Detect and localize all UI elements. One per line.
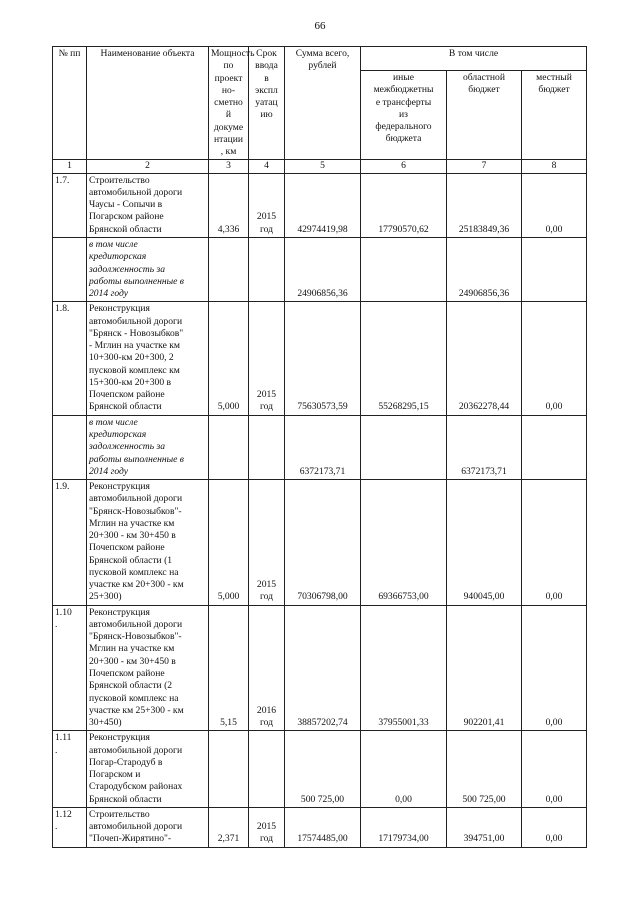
page-number: 66 — [314, 20, 326, 32]
row-power: 2,371 — [209, 807, 249, 847]
row-term — [249, 237, 285, 301]
financing-table — [52, 46, 587, 848]
table-row — [53, 237, 587, 301]
header-including: В том числе — [361, 47, 587, 71]
row-total: 42974419,98 — [285, 173, 361, 237]
row-name: Реконструкция автомобильной дороги Погар-Стародуб в Погарском и Стародубском районах Брянской области — [87, 731, 209, 808]
row-local: 0,00 — [522, 807, 587, 847]
row-total: 6372173,71 — [285, 415, 361, 479]
table-row — [53, 731, 587, 808]
row-term: 2015 год — [249, 173, 285, 237]
row-term: 2016 год — [249, 605, 285, 731]
row-no: 1.7. — [53, 173, 87, 237]
row-regional: 6372173,71 — [447, 415, 522, 479]
row-total: 17574485,00 — [285, 807, 361, 847]
col-number: 7 — [447, 160, 522, 173]
row-federal: 17179734,00 — [361, 807, 447, 847]
table-row — [53, 480, 587, 606]
table-row — [53, 415, 587, 479]
row-federal: 69366753,00 — [361, 480, 447, 606]
col-number: 1 — [53, 160, 87, 173]
row-total: 75630573,59 — [285, 302, 361, 415]
col-number: 8 — [522, 160, 587, 173]
row-federal: 0,00 — [361, 731, 447, 808]
row-local: 0,00 — [522, 173, 587, 237]
table-row — [53, 605, 587, 731]
row-name: Реконструкция автомобильной дороги "Брянск - Новозыбков" - Мглин на участке км 10+300-км 20+300, 2 пусковой комплекс км 15+300-км 20+300 в Почепском районе Брянской области — [87, 302, 209, 415]
row-name: в том числе кредиторская задолженность за работы выполненные в 2014 году — [87, 237, 209, 301]
row-term: 2015 год — [249, 480, 285, 606]
row-name: Строительство автомобильной дороги Чаусы - Сопычи в Погарском районе Брянской области — [87, 173, 209, 237]
row-regional: 394751,00 — [447, 807, 522, 847]
table-row — [53, 302, 587, 415]
table-row — [53, 807, 587, 847]
row-federal: 55268295,15 — [361, 302, 447, 415]
row-term — [249, 731, 285, 808]
row-regional: 24906856,36 — [447, 237, 522, 301]
row-power — [209, 731, 249, 808]
col-number: 3 — [209, 160, 249, 173]
row-total: 24906856,36 — [285, 237, 361, 301]
header-regional: областной бюджет — [447, 71, 522, 160]
row-total: 70306798,00 — [285, 480, 361, 606]
row-no: 1.10 . — [53, 605, 87, 731]
row-name: в том числе кредиторская задолженность за работы выполненные в 2014 году — [87, 415, 209, 479]
row-local — [522, 415, 587, 479]
header-term: Срок ввода в экспл уатац ию — [249, 47, 285, 160]
row-term: 2015 год — [249, 302, 285, 415]
row-local: 0,00 — [522, 302, 587, 415]
row-power: 5,000 — [209, 480, 249, 606]
row-name: Реконструкция автомобильной дороги "Брянск-Новозыбков"- Мглин на участке км 20+300 - км 30+450 в Почепском районе Брянской области (1 пусковой комплекс на участке км 20+300 - км 25+300) — [87, 480, 209, 606]
row-name: Реконструкция автомобильной дороги "Брянск-Новозыбков"- Мглин на участке км 20+300 - км 30+450 в Почепском районе Брянской области (2 пусковой комплекс на участке км 25+300 - км 30+450) — [87, 605, 209, 731]
column-number-row — [53, 160, 587, 173]
row-local: 0,00 — [522, 731, 587, 808]
col-number: 5 — [285, 160, 361, 173]
row-total: 500 725,00 — [285, 731, 361, 808]
row-regional: 500 725,00 — [447, 731, 522, 808]
row-federal: 37955001,33 — [361, 605, 447, 731]
row-term — [249, 415, 285, 479]
row-regional: 25183849,36 — [447, 173, 522, 237]
row-local — [522, 237, 587, 301]
row-federal — [361, 237, 447, 301]
row-no — [53, 237, 87, 301]
row-power — [209, 415, 249, 479]
row-regional: 20362278,44 — [447, 302, 522, 415]
header-federal: иные межбюджетны е трансферты из федерального бюджета — [361, 71, 447, 160]
header-name: Наименование объекта — [87, 47, 209, 160]
row-local: 0,00 — [522, 605, 587, 731]
row-federal — [361, 415, 447, 479]
col-number: 2 — [87, 160, 209, 173]
col-number: 6 — [361, 160, 447, 173]
row-no — [53, 415, 87, 479]
row-power: 4,336 — [209, 173, 249, 237]
row-no: 1.11 . — [53, 731, 87, 808]
row-no: 1.12 . — [53, 807, 87, 847]
col-number: 4 — [249, 160, 285, 173]
row-regional: 940045,00 — [447, 480, 522, 606]
header-total: Сумма всего, рублей — [285, 47, 361, 160]
row-power: 5,15 — [209, 605, 249, 731]
row-no: 1.8. — [53, 302, 87, 415]
table-row — [53, 173, 587, 237]
row-total: 38857202,74 — [285, 605, 361, 731]
row-power — [209, 237, 249, 301]
row-term: 2015 год — [249, 807, 285, 847]
header-power: Мощность по проект но- сметно й докуме нтации , км — [209, 47, 249, 160]
row-regional: 902201,41 — [447, 605, 522, 731]
row-no: 1.9. — [53, 480, 87, 606]
header-no: № пп — [53, 47, 87, 160]
row-power: 5,000 — [209, 302, 249, 415]
row-local: 0,00 — [522, 480, 587, 606]
header-local: местный бюджет — [522, 71, 587, 160]
row-federal: 17790570,62 — [361, 173, 447, 237]
row-name: Строительство автомобильной дороги "Почеп-Жирятино"- — [87, 807, 209, 847]
